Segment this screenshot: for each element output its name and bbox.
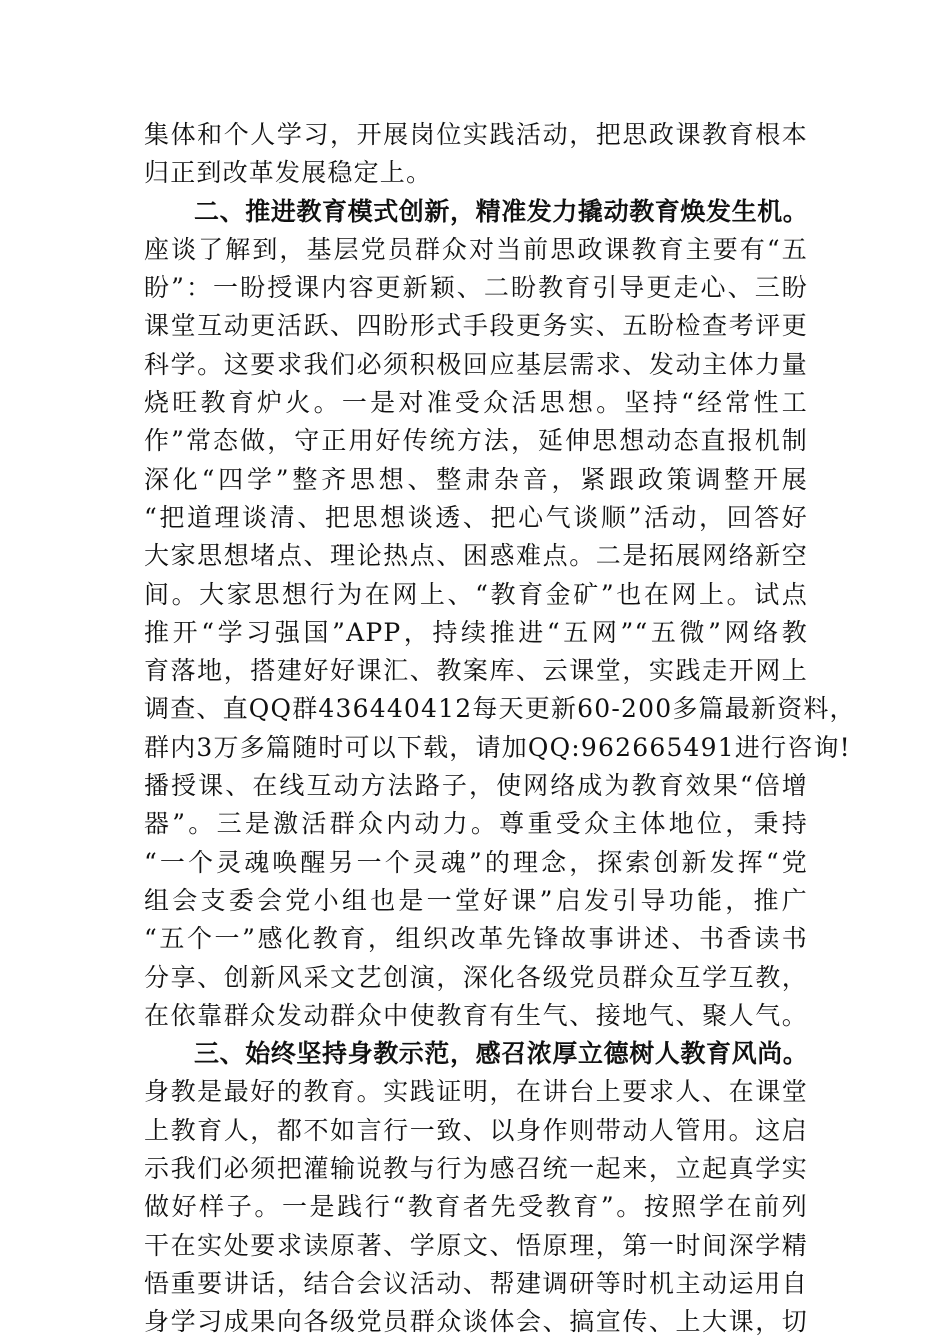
text-line: 群内3万多篇随时可以下载，请加QQ:962665491进行咨询! xyxy=(144,732,851,762)
section-heading: 二、推进教育模式创新，精准发力撬动教育焕发生机。 xyxy=(194,196,809,226)
text-line: 调查、直QQ群436440412每天更新60-200多篇最新资料， xyxy=(144,694,856,724)
text-line: “五个一”感化教育，组织改革先锋故事讲述、书香读书 xyxy=(144,924,808,954)
text-line: 育落地，搭建好好课汇、教案库、云课堂，实践走开网上 xyxy=(144,656,808,686)
text-line: 归正到改革发展稳定上。 xyxy=(144,158,433,188)
text-line: “把道理谈清、把思想谈透、把心气谈顺”活动，回答好 xyxy=(144,502,808,532)
text-line: 座谈了解到，基层党员群众对当前思政课教育主要有“五 xyxy=(144,234,808,264)
text-line: 深化“四学”整齐思想、整肃杂音，紧跟政策调整开展 xyxy=(144,464,808,494)
text-line: 在依靠群众发动群众中使教育有生气、接地气、聚人气。 xyxy=(144,1000,808,1030)
text-line: 科学。这要求我们必须积极回应基层需求、发动主体力量 xyxy=(144,349,808,379)
text-line: 悟重要讲话，结合会议活动、帮建调研等时机主动运用自 xyxy=(144,1268,808,1298)
text-line: 盼”：一盼授课内容更新颖、二盼教育引导更走心、三盼 xyxy=(144,273,808,303)
text-line: 集体和个人学习，开展岗位实践活动，把思政课教育根本 xyxy=(144,120,808,149)
text-line: 身教是最好的教育。实践证明，在讲台上要求人、在课堂 xyxy=(144,1077,808,1107)
section-heading: 三、始终坚持身教示范，感召浓厚立德树人教育风尚。 xyxy=(194,1039,809,1069)
text-line: 作”常态做，守正用好传统方法，延伸思想动态直报机制 xyxy=(144,426,808,456)
text-line: 间。大家思想行为在网上、“教育金矿”也在网上。试点 xyxy=(144,579,808,609)
document-page xyxy=(144,116,856,1342)
text-line: 烧旺教育炉火。一是对准受众活思想。坚持“经常性工 xyxy=(144,388,808,418)
text-line: 播授课、在线互动方法路子，使网络成为教育效果“倍增 xyxy=(144,771,808,801)
text-line: 组会支委会党小组也是一堂好课”启发引导功能，推广 xyxy=(144,885,808,915)
text-line: 推开“学习强国”APP，持续推进“五网”“五微”网络教 xyxy=(144,617,808,647)
text-line: 示我们必须把灌输说教与行为感召统一起来，立起真学实 xyxy=(144,1154,808,1184)
text-line: 器”。三是激活群众内动力。尊重受众主体地位，秉持 xyxy=(144,809,808,839)
text-line: 课堂互动更活跃、四盼形式手段更务实、五盼检查考评更 xyxy=(144,311,808,341)
text-line: 做好样子。一是践行“教育者先受教育”。按照学在前列 xyxy=(144,1192,808,1222)
text-line: 干在实处要求读原著、学原文、悟原理，第一时间深学精 xyxy=(144,1230,808,1260)
text-line: “一个灵魂唤醒另一个灵魂”的理念，探索创新发挥“党 xyxy=(144,847,808,877)
text-line: 上教育人，都不如言行一致、以身作则带动人管用。这启 xyxy=(144,1115,808,1145)
text-line: 身学习成果向各级党员群众谈体会、搞宣传、上大课，切 xyxy=(144,1307,808,1337)
text-line: 分享、创新风采文艺创演，深化各级党员群众互学互教， xyxy=(144,962,808,992)
text-line: 大家思想堵点、理论热点、困惑难点。二是拓展网络新空 xyxy=(144,541,808,571)
